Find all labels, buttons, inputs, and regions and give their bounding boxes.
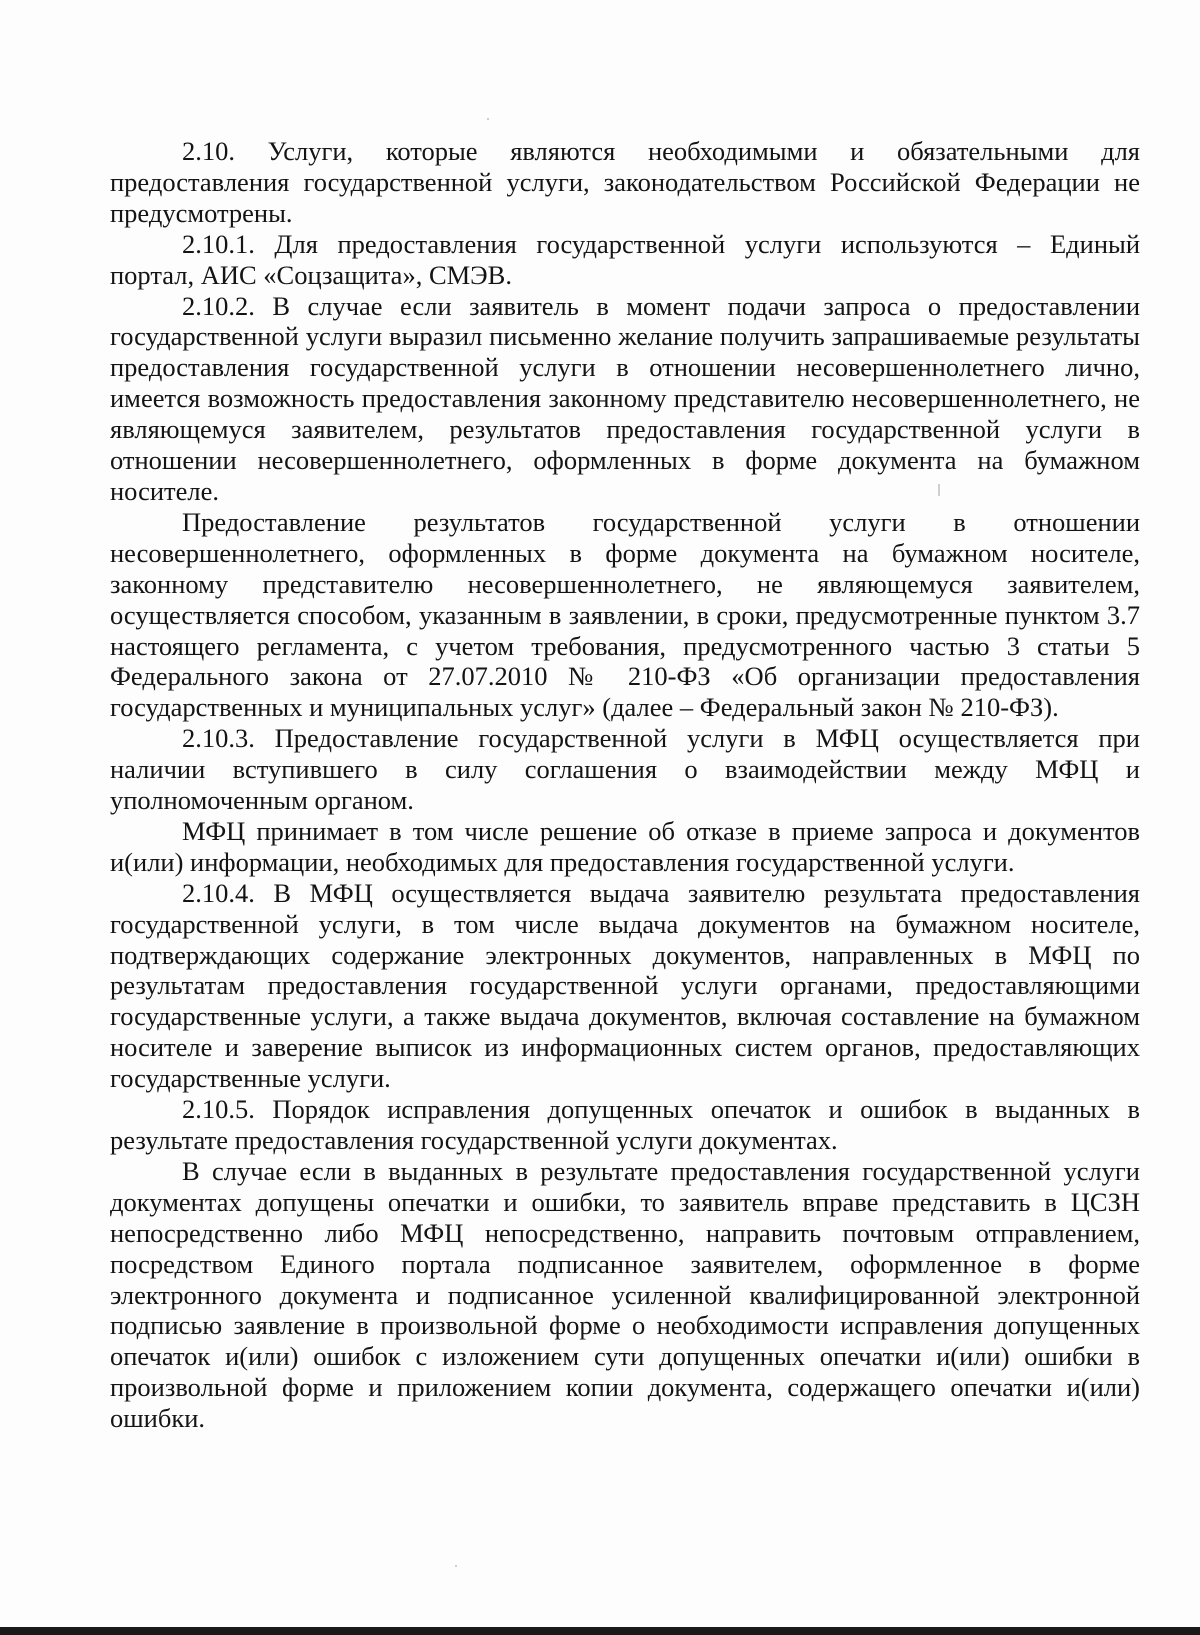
scan-speck	[938, 484, 940, 496]
paragraph-2-10-5-corrections: В случае если в выданных в результате предоставления государственной услуги документах допущены опечатки и ошибки, то заявитель вправе представить в ЦСЗН непосредственно либо МФЦ непосредственно, направить почтовым отправлением, посредством Единого портала подписанное заявителем, оформленное в форме электронного документа и подписанное усиленной квалифицированной электронной подписью заявление в произвольной форме о необходимости исправления допущенных опечаток и(или) ошибок с изложением сути допущенных опечатки и(или) ошибки в произвольной форме и приложением копии документа, содержащего опечатки и(или) ошибки.	[110, 1155, 1140, 1434]
paragraph-2-10-5: 2.10.5. Порядок исправления допущенных опечаток и ошибок в выданных в результате предоставления государственной услуги документах.	[110, 1094, 1140, 1155]
paragraph-2-10-1: 2.10.1. Для предоставления государственной услуги используются – Единый портал, АИС «Соцзащита», СМЭВ.	[110, 228, 1140, 290]
paragraph-2-10-2: 2.10.2. В случае если заявитель в момент подачи запроса о предоставлении государственной услуги выразил письменно желание получить запрашиваемые результаты предоставления государственной услуги в отношении несовершеннолетнего лично, имеется возможность предоставления законному представителю несовершеннолетнего, не являющемуся заявителем, результатов предоставления государственной услуги в отношении несовершеннолетнего, оформленных в форме документа на бумажном носителе.	[110, 290, 1140, 506]
scan-bottom-edge	[0, 1627, 1200, 1635]
scan-speck	[487, 118, 489, 120]
paragraph-2-10-3: 2.10.3. Предоставление государственной услуги в МФЦ осуществляется при наличии вступившего в силу соглашения о взаимодействии между МФЦ и уполномоченным органом.	[110, 723, 1140, 816]
paragraph-2-10-4: 2.10.4. В МФЦ осуществляется выдача заявителю результата предоставления государственной услуги, в том числе выдача документов на бумажном носителе, подтверждающих содержание электронных документов, направленных в МФЦ по результатам предоставления государственной услуги органами, предоставляющими государственные услуги, а также выдача документов, включая составление на бумажном носителе и заверение выписок из информационных систем органов, предоставляющих государственные услуги.	[110, 877, 1140, 1094]
document-body	[110, 136, 1140, 1434]
paragraph-2-10-2-results: Предоставление результатов государственной услуги в отношении несовершеннолетнего, оформленных в форме документа на бумажном носителе, законному представителю несовершеннолетнего, не являющемуся заявителем, осуществляется способом, указанным в заявлении, в сроки, предусмотренные пунктом 3.7 настоящего регламента, с учетом требования, предусмотренного частью 3 статьи 5 Федерального закона от 27.07.2010 № 210-ФЗ «Об организации предоставления государственных и муниципальных услуг» (далее – Федеральный закон № 210-ФЗ).	[110, 506, 1140, 723]
paragraph-2-10-3-mfc: МФЦ принимает в том числе решение об отказе в приеме запроса и документов и(или) информации, необходимых для предоставления государственной услуги.	[110, 815, 1140, 877]
paragraph-2-10: 2.10. Услуги, которые являются необходимыми и обязательными для предоставления государственной услуги, законодательством Российской Федерации не предусмотрены.	[110, 136, 1140, 228]
scan-speck	[455, 1565, 457, 1567]
